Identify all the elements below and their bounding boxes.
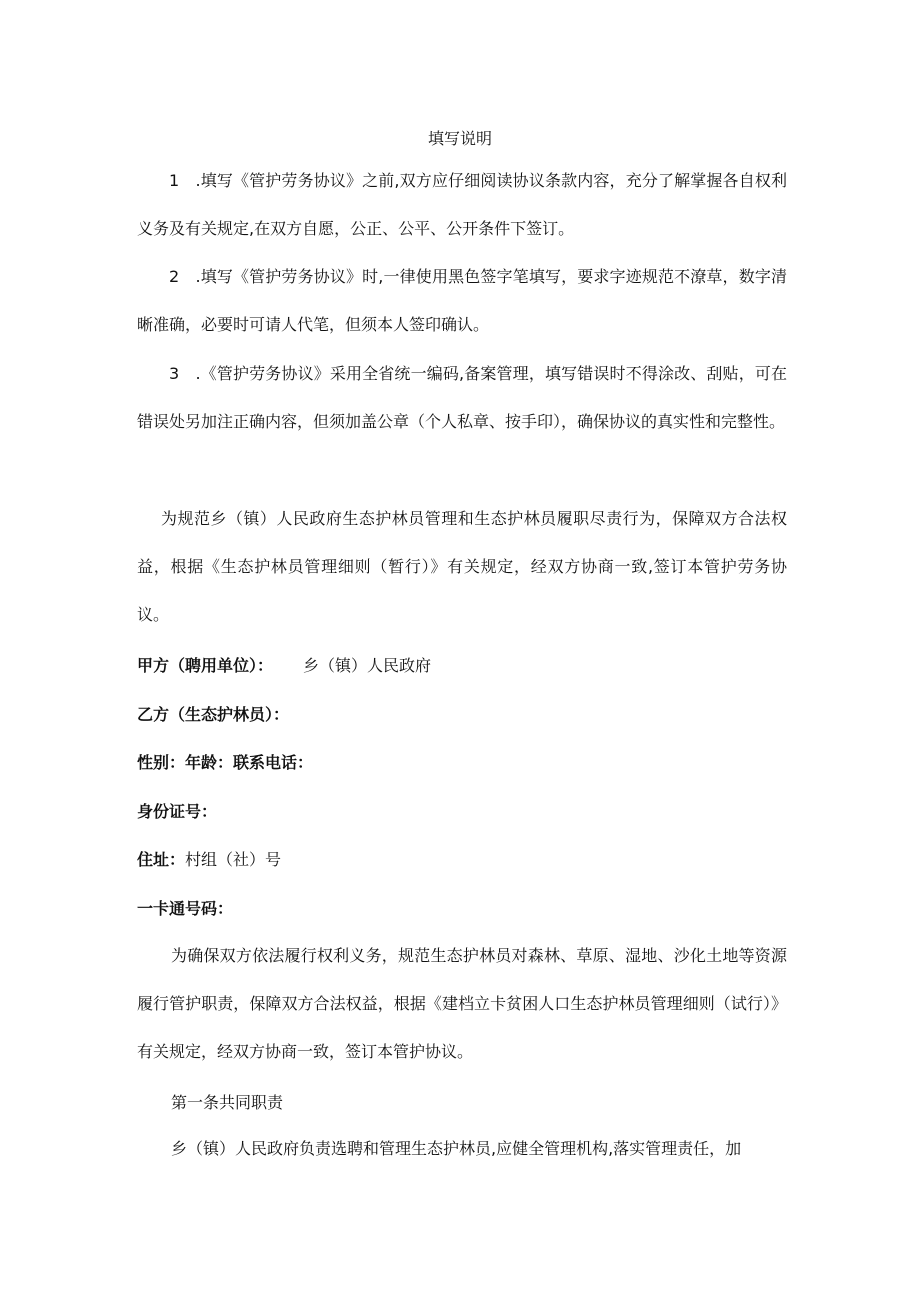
- party-b-field: 乙方（生态护林员）：: [137, 705, 290, 724]
- personal-info-field: 性别：年龄：联系电话：: [137, 753, 314, 772]
- party-a-value: 乡（镇）人民政府: [303, 656, 432, 675]
- party-a-field: [137, 655, 787, 677]
- purpose-paragraph: 为确保双方依法履行权利义务，规范生态护林员对森林、草原、湿地、沙化土地等资源履行管护职责，保障双方合法权益，根据《建档立卡贫困人口生态护林员管理细则（试行）》有关规定，经双方协商一致，签订本管护协议。: [137, 946, 787, 1061]
- address-field: [137, 849, 787, 871]
- address-value: 村组（社）号: [185, 850, 282, 869]
- instruction-item-2: 2 .填写《管护劳务协议》时,一律使用黑色签字笔填写，要求字迹规范不潦草，数字清晰准确，必要时可请人代笔，但须本人签印确认。: [137, 267, 787, 334]
- instruction-item-3: 3 .《管护劳务协议》采用全省统一编码,备案管理，填写错误时不得涂改、刮贴，可在错误处另加注正确内容，但须加盖公章（个人私章、按手印），确保协议的真实性和完整性。: [137, 364, 787, 431]
- card-number-field: 一卡通号码：: [137, 899, 234, 918]
- article-1-title: 第一条共同职责: [171, 1093, 284, 1112]
- instruction-item-1: 1 .填写《管护劳务协议》之前,双方应仔细阅读协议条款内容，充分了解掌握各自权利义务及有关规定,在双方自愿，公正、公平、公开条件下签订。: [137, 171, 787, 238]
- party-a-label: 甲方（聘用单位）：: [137, 656, 274, 675]
- preamble-paragraph: 为规范乡（镇）人民政府生态护林员管理和生态护林员履职尽责行为，保障双方合法权益，根据《生态护林员管理细则（暂行）》有关规定，经双方协商一致,签订本管护劳务协议。: [137, 509, 787, 624]
- address-label: 住址：: [137, 850, 186, 869]
- page-title: 填写说明: [427, 129, 492, 148]
- id-number-field: 身份证号：: [137, 802, 218, 821]
- article-1-text: 乡（镇）人民政府负责选聘和管理生态护林员,应健全管理机构,落实管理责任，加: [171, 1139, 742, 1158]
